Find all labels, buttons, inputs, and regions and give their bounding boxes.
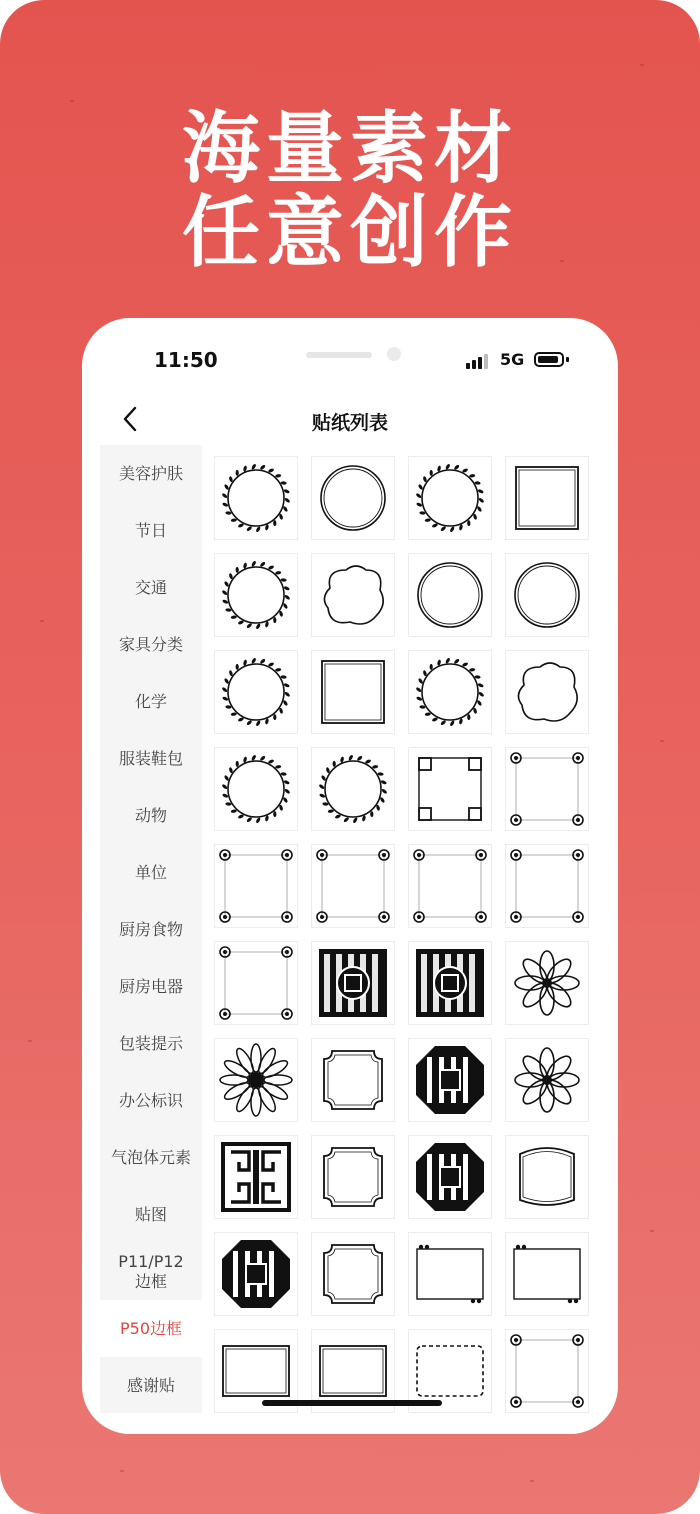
sticker-thumbnail[interactable] xyxy=(311,844,395,928)
category-item[interactable]: 单位 xyxy=(134,862,167,882)
sticker-thumbnail[interactable] xyxy=(408,941,492,1025)
category-item[interactable]: 化学 xyxy=(134,691,167,711)
wreath-frame-icon xyxy=(219,461,293,535)
sticker-thumbnail[interactable] xyxy=(214,650,298,734)
lattice-corner-frame-icon xyxy=(413,752,487,826)
sticker-thumbnail[interactable] xyxy=(214,1135,298,1219)
headline-line1: 海量素材 xyxy=(181,103,518,194)
sticker-thumbnail[interactable] xyxy=(505,553,589,637)
sticker-thumbnail[interactable] xyxy=(408,1135,492,1219)
sticker-thumbnail[interactable] xyxy=(311,1135,395,1219)
rectangle-frame-icon xyxy=(316,1334,390,1408)
circle-frame-icon xyxy=(510,558,584,632)
category-item[interactable]: 厨房食物 xyxy=(118,919,183,939)
wreath-frame-icon xyxy=(219,752,293,826)
phone-screen xyxy=(82,318,618,1434)
category-item[interactable]: 包装提示 xyxy=(118,1033,183,1053)
sticker-thumbnail[interactable] xyxy=(214,456,298,540)
sticker-thumbnail[interactable] xyxy=(214,1232,298,1316)
sticker-thumbnail[interactable] xyxy=(505,650,589,734)
cloud-frame-icon xyxy=(316,558,390,632)
category-item[interactable]: 办公标识 xyxy=(118,1090,183,1110)
square-frame-icon xyxy=(316,655,390,729)
rectangle-frame-icon xyxy=(219,1334,293,1408)
flower-ornament-icon xyxy=(219,1043,293,1117)
sticker-thumbnail[interactable] xyxy=(505,941,589,1025)
texture-speck xyxy=(640,64,644,66)
texture-speck xyxy=(650,1230,654,1232)
sticker-thumbnail[interactable] xyxy=(505,1329,589,1413)
sticker-thumbnail[interactable] xyxy=(505,747,589,831)
texture-speck xyxy=(28,1040,32,1042)
texture-speck xyxy=(40,620,44,622)
sticker-thumbnail[interactable] xyxy=(505,1038,589,1122)
category-item[interactable]: 节日 xyxy=(134,520,167,540)
sticker-thumbnail[interactable] xyxy=(408,1038,492,1122)
square-frame-icon xyxy=(510,461,584,535)
texture-speck xyxy=(120,1470,124,1472)
page-title: 贴纸列表 xyxy=(311,412,388,434)
category-item[interactable]: 美容护肤 xyxy=(118,463,183,483)
corner-ornament-frame-icon xyxy=(219,849,293,923)
sticker-thumbnail[interactable] xyxy=(311,941,395,1025)
octagon-lattice-icon xyxy=(413,1140,487,1214)
sticker-thumbnail[interactable] xyxy=(505,844,589,928)
corner-ornament-frame-icon xyxy=(219,946,293,1020)
home-indicator[interactable] xyxy=(262,1400,442,1406)
sticker-thumbnail[interactable] xyxy=(408,844,492,928)
battery-tip xyxy=(566,357,569,362)
dotted-rectangle-frame-icon xyxy=(510,1237,584,1311)
fret-pattern-icon xyxy=(219,1140,293,1214)
wreath-frame-icon xyxy=(413,461,487,535)
circle-frame-icon xyxy=(316,461,390,535)
sticker-thumbnail[interactable] xyxy=(311,553,395,637)
wreath-frame-icon xyxy=(413,655,487,729)
scalloped-frame-icon xyxy=(316,1237,390,1311)
lattice-pattern-icon xyxy=(413,946,487,1020)
scalloped-frame-icon xyxy=(316,1043,390,1117)
signal-icon xyxy=(466,353,492,369)
sticker-thumbnail[interactable] xyxy=(214,941,298,1025)
corner-ornament-frame-icon xyxy=(510,1334,584,1408)
status-time: 11:50 xyxy=(154,348,218,372)
sticker-thumbnail[interactable] xyxy=(505,456,589,540)
corner-ornament-frame-icon xyxy=(510,752,584,826)
sticker-thumbnail[interactable] xyxy=(408,747,492,831)
sticker-thumbnail[interactable] xyxy=(311,747,395,831)
sticker-thumbnail[interactable] xyxy=(408,650,492,734)
category-item[interactable]: 贴图 xyxy=(134,1204,167,1224)
sticker-thumbnail[interactable] xyxy=(505,1232,589,1316)
sticker-thumbnail[interactable] xyxy=(214,1038,298,1122)
wreath-frame-icon xyxy=(316,752,390,826)
corner-ornament-frame-icon xyxy=(316,849,390,923)
sticker-thumbnail[interactable] xyxy=(214,844,298,928)
lattice-pattern-icon xyxy=(316,946,390,1020)
category-sidebar xyxy=(100,445,202,1413)
texture-speck xyxy=(660,740,664,742)
sticker-thumbnail[interactable] xyxy=(214,553,298,637)
battery-icon xyxy=(534,352,564,367)
wreath-frame-icon xyxy=(219,655,293,729)
category-item[interactable]: 家具分类 xyxy=(118,634,183,654)
category-item[interactable]: 交通 xyxy=(134,577,167,597)
dashed-rectangle-frame-icon xyxy=(413,1334,487,1408)
sticker-thumbnail[interactable] xyxy=(311,456,395,540)
sticker-thumbnail[interactable] xyxy=(311,1038,395,1122)
lotus-ornament-icon xyxy=(510,946,584,1020)
sticker-thumbnail[interactable] xyxy=(214,747,298,831)
cloud-frame-icon xyxy=(510,655,584,729)
network-type: 5G xyxy=(500,350,525,369)
sticker-thumbnail[interactable] xyxy=(311,1232,395,1316)
octagon-lattice-icon xyxy=(413,1043,487,1117)
speaker-grille xyxy=(306,352,372,358)
category-item[interactable]: P11/P12 边框 xyxy=(118,1251,184,1291)
sticker-thumbnail[interactable] xyxy=(408,553,492,637)
category-item[interactable]: 气泡体元素 xyxy=(110,1147,191,1167)
headline-line2: 任意创作 xyxy=(181,187,518,278)
sticker-thumbnail[interactable] xyxy=(408,456,492,540)
sticker-thumbnail[interactable] xyxy=(311,650,395,734)
lotus-ornament-icon xyxy=(510,1043,584,1117)
dotted-rectangle-frame-icon xyxy=(413,1237,487,1311)
arch-frame-icon xyxy=(510,1140,584,1214)
front-camera xyxy=(387,347,401,361)
sticker-thumbnail[interactable] xyxy=(505,1135,589,1219)
texture-speck xyxy=(530,1480,534,1482)
corner-ornament-frame-icon xyxy=(510,849,584,923)
circle-frame-icon xyxy=(413,558,487,632)
sticker-thumbnail[interactable] xyxy=(408,1232,492,1316)
octagon-lattice-icon xyxy=(219,1237,293,1311)
category-item[interactable]: 感谢贴 xyxy=(126,1375,175,1395)
scalloped-frame-icon xyxy=(316,1140,390,1214)
corner-ornament-frame-icon xyxy=(413,849,487,923)
category-item[interactable]: 服装鞋包 xyxy=(118,748,183,768)
category-item[interactable]: 厨房电器 xyxy=(118,976,183,996)
category-item[interactable]: P50边框 xyxy=(100,1300,202,1357)
category-item[interactable]: 动物 xyxy=(134,805,167,825)
wreath-frame-icon xyxy=(219,558,293,632)
